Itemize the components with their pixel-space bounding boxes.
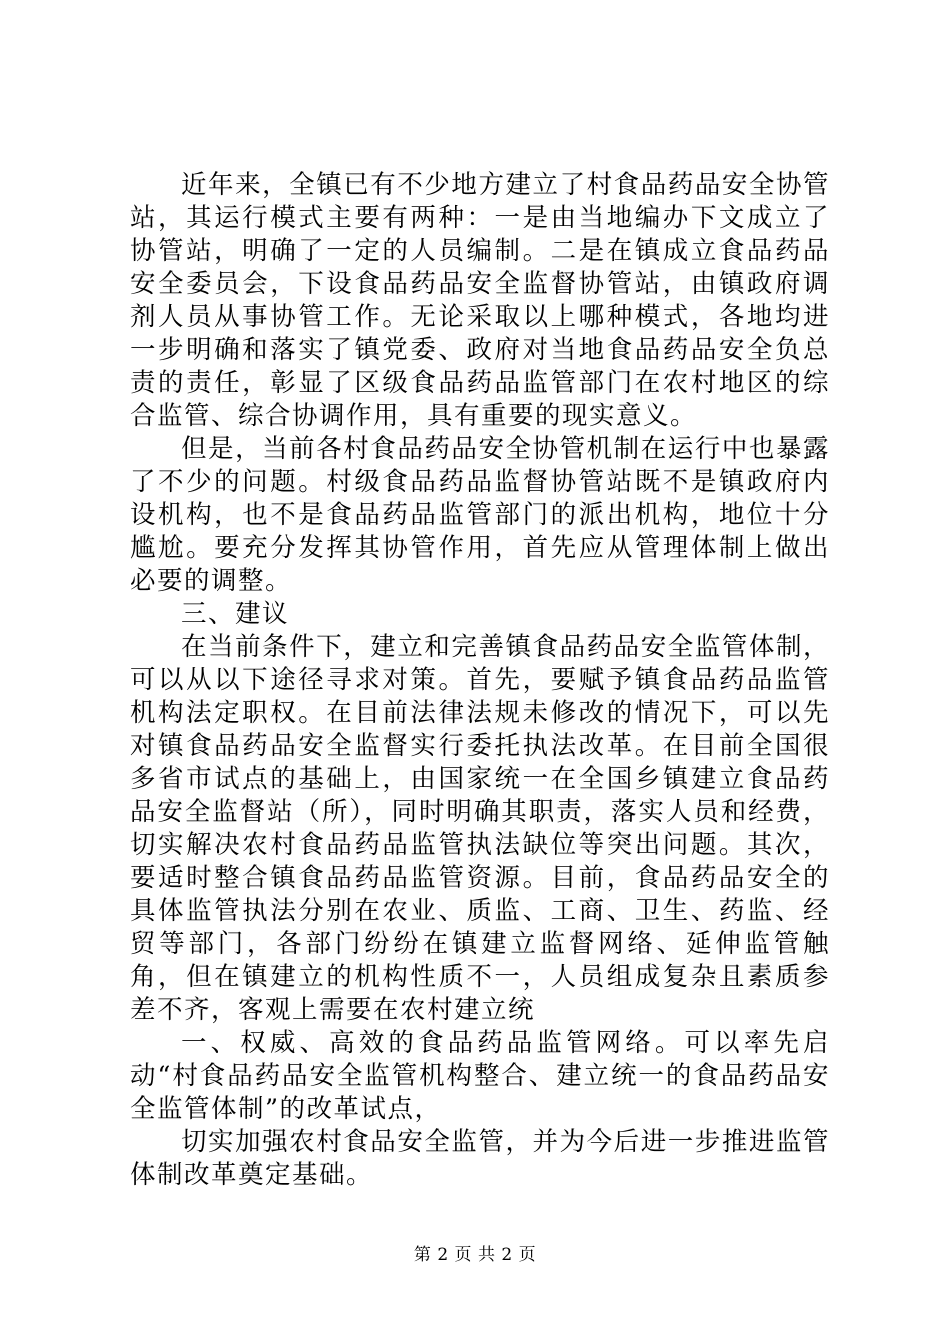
section-heading: 三、建议 (181, 599, 290, 629)
paragraph-5: 切实加强农村食品安全监管，并为今后进一步推进监管体制改革奠定基础。 (130, 1127, 830, 1190)
document-body (130, 169, 830, 1192)
paragraph-1: 近年来，全镇已有不少地方建立了村食品药品安全协管站，其运行模式主要有两种：一是由当地编办下文成立了协管站，明确了一定的人员编制。二是在镇成立食品药品安全委员会，下设食品药品安全监督协管站，由镇政府调剂人员从事协管工作。无论采取以上哪种模式，各地均进一步明确和落实了镇党委、政府对当地食品药品安全负总责的责任，彰显了区级食品药品监管部门在农村地区的综合监管、综合协调作用，具有重要的现实意义。 (130, 170, 830, 431)
paragraph-4: 一、权威、高效的食品药品监管网络。可以率先启动“村食品药品安全监管机构整合、建立统一的食品药品安全监管体制”的改革试点， (130, 1028, 830, 1124)
paragraph-2: 但是，当前各村食品药品安全协管机制在运行中也暴露了不少的问题。村级食品药品监督协管站既不是镇政府内设机构，也不是食品药品监管部门的派出机构，地位十分尴尬。要充分发挥其协管作用，首先应从管理体制上做出必要的调整。 (130, 434, 830, 596)
page-footer: 第 2 页 共 2 页 (413, 1245, 537, 1265)
paragraph-3: 在当前条件下，建立和完善镇食品药品安全监管体制，可以从以下途径寻求对策。首先，要赋予镇食品药品监管机构法定职权。在目前法律法规未修改的情况下，可以先对镇食品药品安全监督实行委托执法改革。在目前全国很多省市试点的基础上，由国家统一在全国乡镇建立食品药品安全监督站（所），同时明确其职责，落实人员和经费，切实解决农村食品药品监管执法缺位等突出问题。其次，要适时整合镇食品药品监管资源。目前，食品药品安全的具体监管执法分别在农业、质监、工商、卫生、药监、经贸等部门，各部门纷纷在镇建立监督网络、延伸监管触角，但在镇建立的机构性质不一，人员组成复杂且素质参差不齐，客观上需要在农村建立统 (130, 632, 830, 1025)
